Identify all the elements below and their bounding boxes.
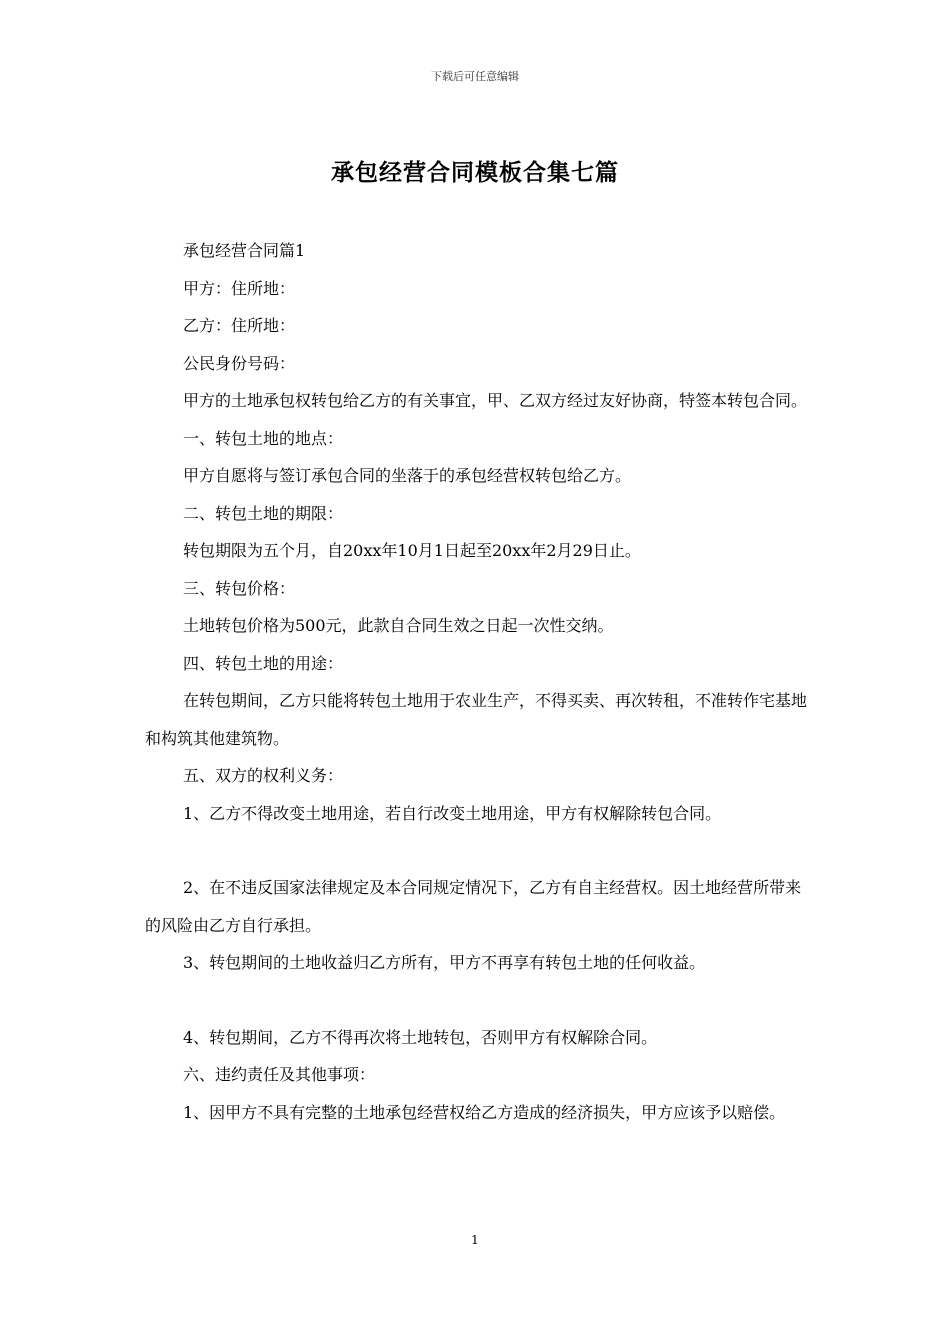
party-b-line: 乙方：住所地：	[183, 316, 296, 335]
party-a-line: 甲方：住所地：	[183, 278, 296, 298]
clause-heading: 二、转包土地的期限：	[183, 503, 344, 523]
paragraph: 在转包期间，乙方只能将转包土地用于农业生产，不得买卖、再次转租，不准转作宅基地和构筑其他建筑物。	[145, 691, 808, 748]
header-note: 下载后可任意编辑	[431, 70, 519, 83]
page-number: 1	[471, 1233, 479, 1247]
document-title: 承包经营合同模板合集七篇	[331, 159, 619, 186]
paragraph: 1、乙方不得改变土地用途，若自行改变土地用途，甲方有权解除转包合同。	[183, 803, 722, 823]
clause-heading: 五、双方的权利义务：	[183, 766, 344, 785]
id-number-line: 公民身份号码：	[183, 353, 296, 373]
paragraph: 4、转包期间，乙方不得再次将土地转包，否则甲方有权解除合同。	[183, 1027, 658, 1047]
paragraph: 土地转包价格为500元，此款自合同生效之日起一次性交纳。	[183, 616, 614, 635]
clause-heading: 一、转包土地的地点：	[183, 428, 344, 448]
paragraph: 2、在不违反国家法律规定及本合同规定情况下，乙方有自主经营权。因土地经营所带来的风险由乙方自行承担。	[145, 878, 802, 935]
clause-heading: 四、转包土地的用途：	[183, 653, 344, 673]
section-heading: 承包经营合同篇1	[183, 241, 306, 260]
paragraph: 转包期限为五个月，自20xx年10月1日起至20xx年2月29日止。	[183, 541, 641, 560]
paragraph: 3、转包期间的土地收益归乙方所有，甲方不再享有转包土地的任何收益。	[183, 953, 706, 972]
clause-heading: 六、违约责任及其他事项：	[183, 1065, 376, 1084]
paragraph: 甲方的土地承包权转包给乙方的有关事宜，甲、乙双方经过友好协商，特签本转包合同。	[183, 391, 808, 410]
clause-heading: 三、转包价格：	[183, 578, 296, 598]
document-body	[145, 232, 817, 1131]
paragraph: 甲方自愿将与签订承包合同的坐落于的承包经营权转包给乙方。	[183, 466, 632, 485]
paragraph: 1、因甲方不具有完整的土地承包经营权给乙方造成的经济损失，甲方应该予以赔偿。	[183, 1102, 786, 1122]
